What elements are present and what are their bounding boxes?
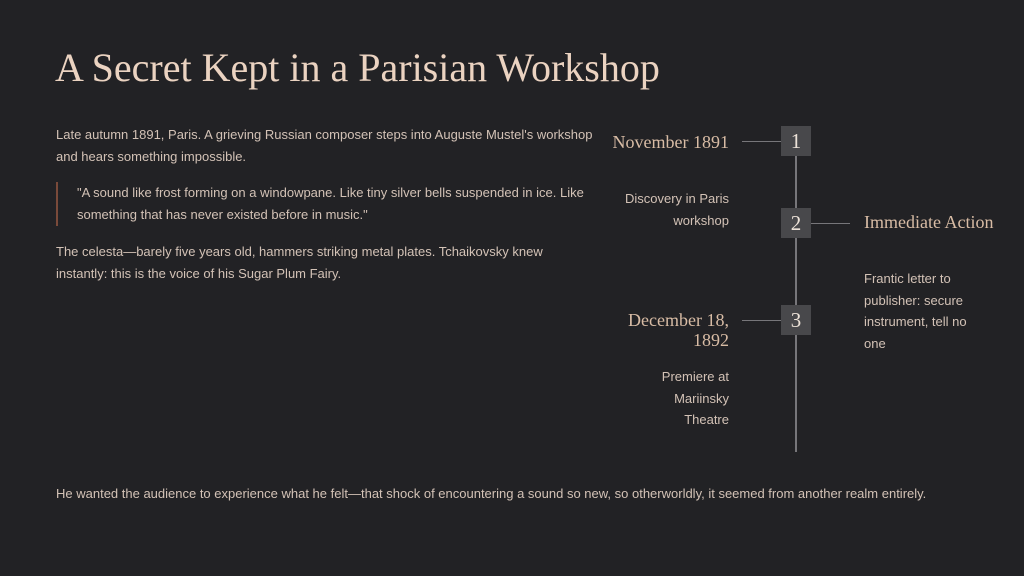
timeline-node-1: 1: [781, 126, 811, 156]
event-heading: November 1891: [612, 132, 729, 152]
event-description: Discovery in Paris workshop: [624, 191, 729, 228]
timeline-node-2: 2: [781, 208, 811, 238]
timeline-connector: [742, 141, 782, 142]
timeline-connector: [810, 223, 850, 224]
timeline-connector: [742, 320, 782, 321]
blockquote: [56, 182, 596, 226]
intro-paragraph: Late autumn 1891, Paris. A grieving Russian composer steps into Auguste Mustel's workshop and hears something impossible.: [56, 127, 593, 164]
quote-text: "A sound like frost forming on a windowpane. Like tiny silver bells suspended in ice. Like something that has never existed before in music.": [77, 185, 584, 222]
event-heading: Immediate Action: [864, 212, 994, 232]
event-description: Premiere at Mariinsky Theatre: [661, 369, 729, 427]
timeline-node-3: 3: [781, 305, 811, 335]
event-heading: December 18, 1892: [628, 310, 729, 350]
closing-paragraph: He wanted the audience to experience what he felt—that shock of encountering a sound so new, so otherworldly, it seemed from another realm entirely.: [56, 486, 927, 501]
slide-title: A Secret Kept in a Parisian Workshop: [55, 45, 660, 90]
event-description: Frantic letter to publisher: secure instrument, tell no one: [864, 271, 967, 351]
body-paragraph: The celesta—barely five years old, hammers striking metal plates. Tchaikovsky knew instantly: this is the voice of his Sugar Plum Fairy.: [56, 244, 543, 281]
timeline-spine: [795, 142, 797, 452]
